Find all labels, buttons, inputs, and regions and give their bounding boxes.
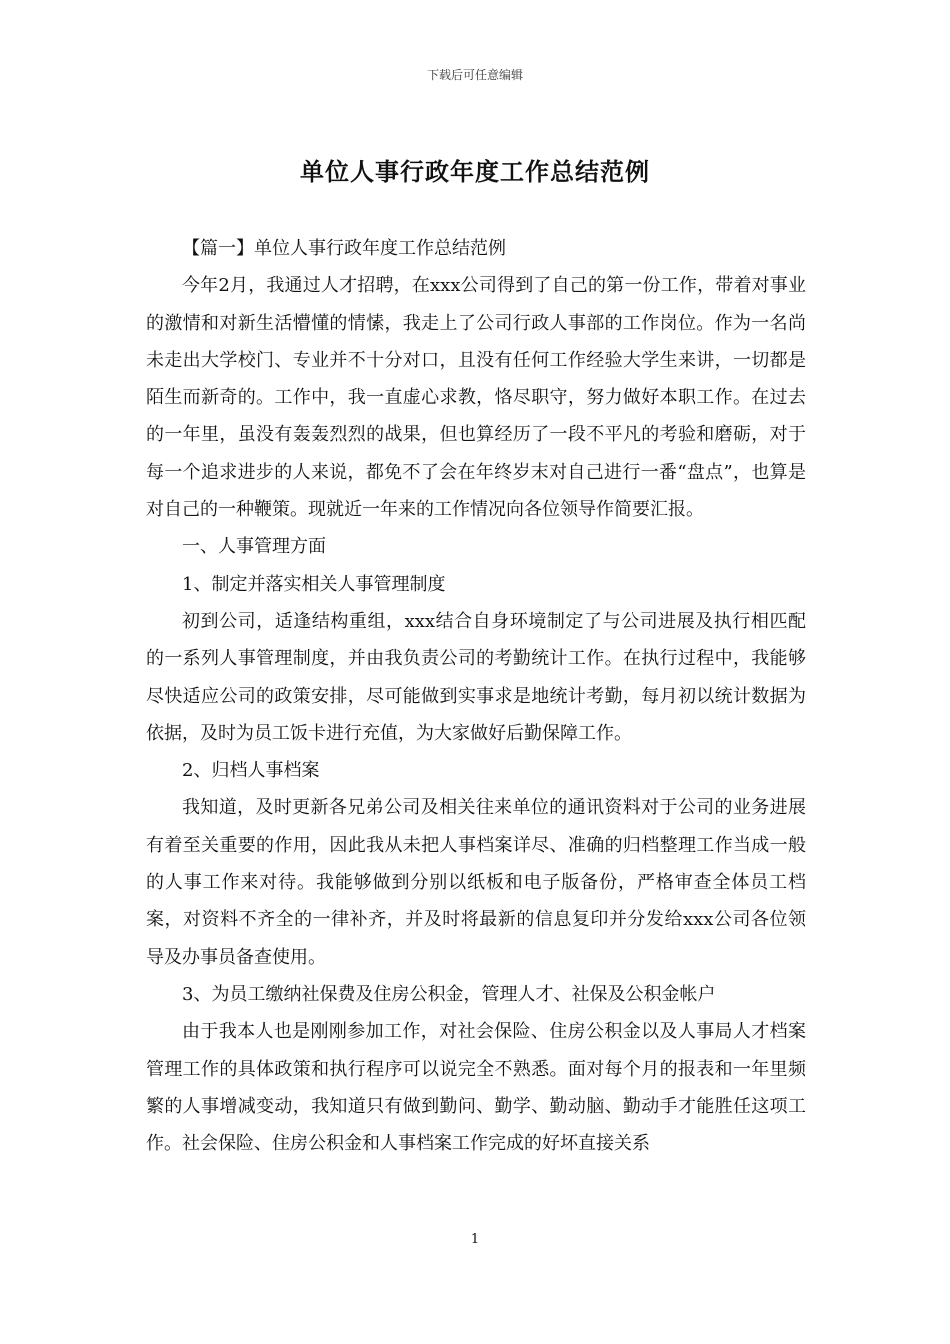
section-heading: 【篇一】单位人事行政年度工作总结范例 bbox=[182, 238, 506, 259]
subsection-heading: 2、归档人事档案 bbox=[182, 760, 320, 782]
section-heading: 一、人事管理方面 bbox=[182, 536, 326, 558]
body-paragraph: 今年2月，我通过人才招聘，在xxx公司得到了自己的第一份工作，带着对事业的激情和对新生活懵懂的情愫，我走上了公司行政人事部的工作岗位。作为一名尚未走出大学校门、专业并不十分对口，且没有任何工作经验大学生来讲，一切都是陌生而新奇的。工作中，我一直虚心求教，恪尽职守，努力做好本职工作。在过去的一年里，虽没有轰轰烈烈的战果，但也算经历了一段不平凡的考验和磨砺，对于每一个追求进步的人来说，都免不了会在年终岁末对自己进行一番“盘点”，也算是对自己的一种鞭策。现就近一年来的工作情况向各位领导作简要汇报。 bbox=[146, 275, 806, 521]
subsection-heading: 3、为员工缴纳社保费及住房公积金，管理人才、社保及公积金帐户 bbox=[182, 983, 716, 1005]
page-number: 1 bbox=[470, 1232, 480, 1247]
document-title: 单位人事行政年度工作总结范例 bbox=[300, 157, 650, 186]
body-paragraph: 我知道，及时更新各兄弟公司及相关往来单位的通讯资料对于公司的业务进展有着至关重要的作用，因此我从未把人事档案详尽、准确的归档整理工作当成一般的人事工作来对待。我能够做到分别以纸板和电子版备份，严格审查全体员工档案，对资料不齐全的一律补齐，并及时将最新的信息复印并分发给xxx公司各位领导及办事员备查使用。 bbox=[146, 797, 806, 968]
header-note: 下载后可任意编辑 bbox=[426, 68, 523, 82]
subsection-heading: 1、制定并落实相关人事管理制度 bbox=[182, 573, 446, 595]
body-paragraph: 由于我本人也是刚刚参加工作，对社会保险、住房公积金以及人事局人才档案管理工作的具体政策和执行程序可以说完全不熟悉。面对每个月的报表和一年里频繁的人事增减变动，我知道只有做到勤问、勤学、勤动脑、勤动手才能胜任这项工作。社会保险、住房公积金和人事档案工作完成的好坏直接关系 bbox=[146, 1021, 806, 1155]
document-body bbox=[146, 230, 806, 1162]
body-paragraph: 初到公司，适逢结构重组，xxx结合自身环境制定了与公司进展及执行相匹配的一系列人事管理制度，并由我负责公司的考勤统计工作。在执行过程中，我能够尽快适应公司的政策安排，尽可能做到实事求是地统计考勤，每月初以统计数据为依据，及时为员工饭卡进行充值，为大家做好后勤保障工作。 bbox=[146, 610, 806, 744]
